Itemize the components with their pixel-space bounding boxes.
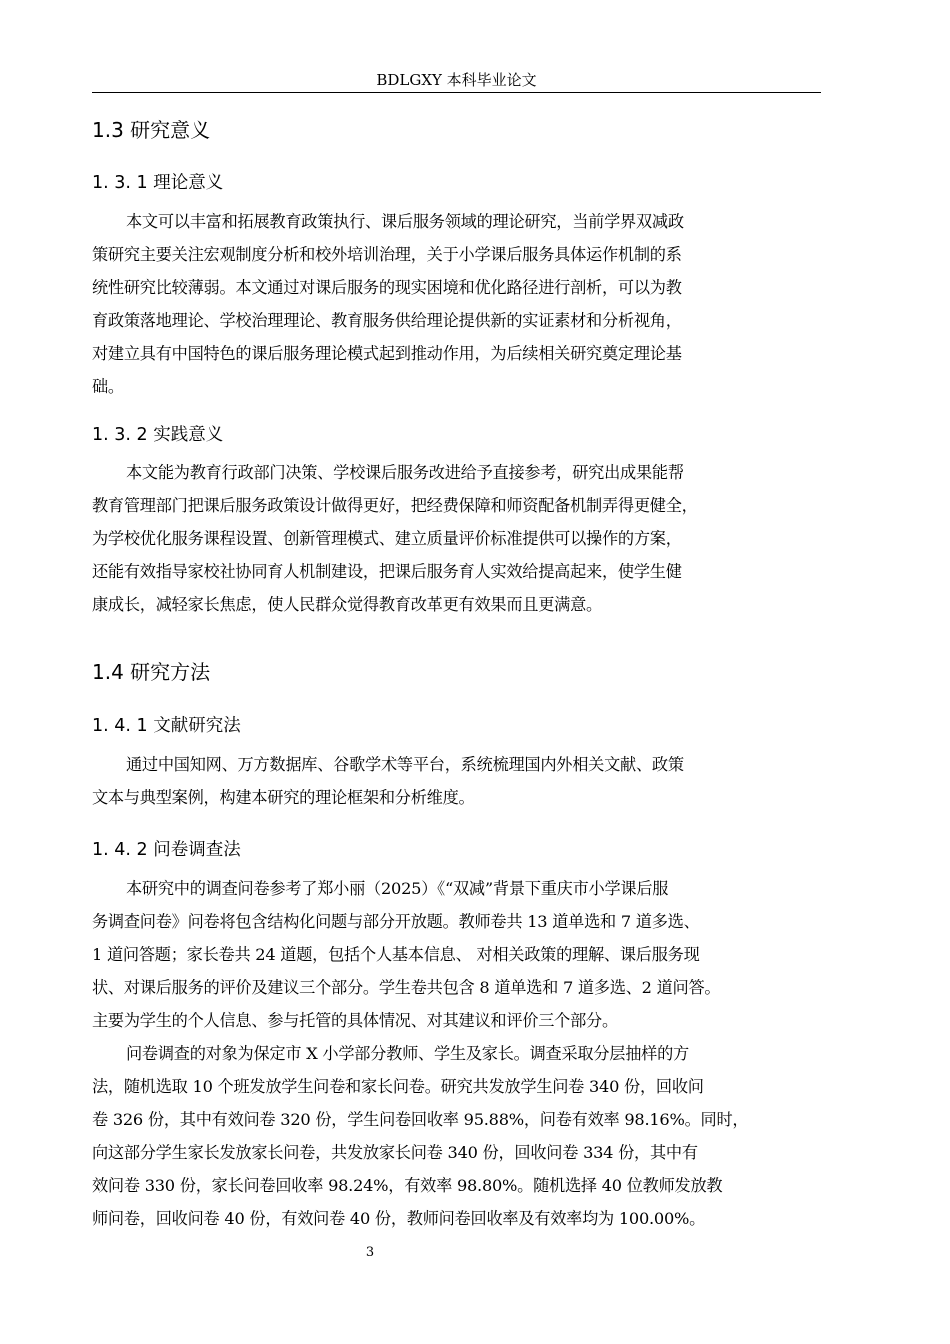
text-line: 问卷调查的对象为保定市 X 小学部分教师、学生及家长。调查采取分层抽样的方 — [126, 1044, 689, 1063]
paragraph-questionnaire-design — [92, 872, 832, 1037]
section-heading-1-3: 1.3 研究意义 — [92, 118, 211, 142]
text-line: 向这部分学生家长发放家长问卷，共发放家长问卷 340 份，回收问卷 334 份，其中有 — [92, 1143, 698, 1162]
text-line: 文本与典型案例，构建本研究的理论框架和分析维度。 — [92, 788, 475, 807]
text-line: 效问卷 330 份，家长问卷回收率 98.24%，有效率 98.80%。随机选择 40 位教师发放教 — [92, 1176, 723, 1195]
paragraph-practical-significance — [92, 456, 832, 621]
subsection-heading-1-3-2: 1. 3. 2 实践意义 — [92, 425, 224, 445]
paragraph-theoretical-significance — [92, 205, 832, 403]
section-heading-1-4: 1.4 研究方法 — [92, 660, 211, 684]
running-header: BDLGXY 本科毕业论文 — [376, 71, 537, 89]
text-line: 教育管理部门把课后服务政策设计做得更好，把经费保障和师资配备机制弄得更健全， — [92, 496, 698, 515]
header-rule — [92, 92, 821, 93]
page-number: 3 — [365, 1245, 375, 1260]
text-line: 本研究中的调查问卷参考了郑小丽（2025）《“双减”背景下重庆市小学课后服 — [126, 879, 669, 898]
text-line: 主要为学生的个人信息、参与托管的具体情况、对其建议和评价三个部分。 — [92, 1011, 618, 1030]
text-line: 本文能为教育行政部门决策、学校课后服务改进给予直接参考，研究出成果能帮 — [126, 463, 684, 482]
text-line: 康成长，减轻家长焦虑，使人民群众觉得教育改革更有效果而且更满意。 — [92, 595, 602, 614]
text-line: 1 道问答题；家长卷共 24 道题，包括个人基本信息、 对相关政策的理解、课后服务现 — [92, 945, 700, 964]
text-line: 为学校优化服务课程设置、创新管理模式、建立质量评价标准提供可以操作的方案， — [92, 529, 682, 548]
text-line: 对建立具有中国特色的课后服务理论模式起到推动作用，为后续相关研究奠定理论基 — [92, 344, 682, 363]
paragraph-literature-method — [92, 748, 832, 814]
subsection-heading-1-3-1: 1. 3. 1 理论意义 — [92, 173, 224, 193]
subsection-heading-1-4-2: 1. 4. 2 问卷调查法 — [92, 840, 241, 860]
text-line: 通过中国知网、万方数据库、谷歌学术等平台，系统梳理国内外相关文献、政策 — [126, 755, 684, 774]
text-line: 本文可以丰富和拓展教育政策执行、课后服务领域的理论研究，当前学界双减政 — [126, 212, 684, 231]
text-line: 师问卷，回收问卷 40 份，有效问卷 40 份，教师问卷回收率及有效率均为 100.00%。 — [92, 1209, 706, 1228]
text-line: 卷 326 份，其中有效问卷 320 份，学生问卷回收率 95.88%，问卷有效率 98.16%。同时， — [92, 1110, 749, 1129]
text-line: 统性研究比较薄弱。本文通过对课后服务的现实困境和优化路径进行剖析，可以为教 — [92, 278, 682, 297]
text-line: 务调查问卷》问卷将包含结构化问题与部分开放题。教师卷共 13 道单选和 7 道多选、 — [92, 912, 700, 931]
text-line: 状、对课后服务的评价及建议三个部分。学生卷共包含 8 道单选和 7 道多选、2 道问答。 — [92, 978, 721, 997]
text-line: 法，随机选取 10 个班发放学生问卷和家长问卷。研究共发放学生问卷 340 份，回收问 — [92, 1077, 704, 1096]
subsection-heading-1-4-1: 1. 4. 1 文献研究法 — [92, 716, 241, 736]
text-line: 还能有效指导家校社协同育人机制建设，把课后服务育人实效给提高起来，使学生健 — [92, 562, 682, 581]
text-line: 础。 — [92, 377, 124, 396]
text-line: 育政策落地理论、学校治理理论、教育服务供给理论提供新的实证素材和分析视角， — [92, 311, 682, 330]
paragraph-questionnaire-sampling — [92, 1037, 832, 1235]
text-line: 策研究主要关注宏观制度分析和校外培训治理，关于小学课后服务具体运作机制的系 — [92, 245, 682, 264]
